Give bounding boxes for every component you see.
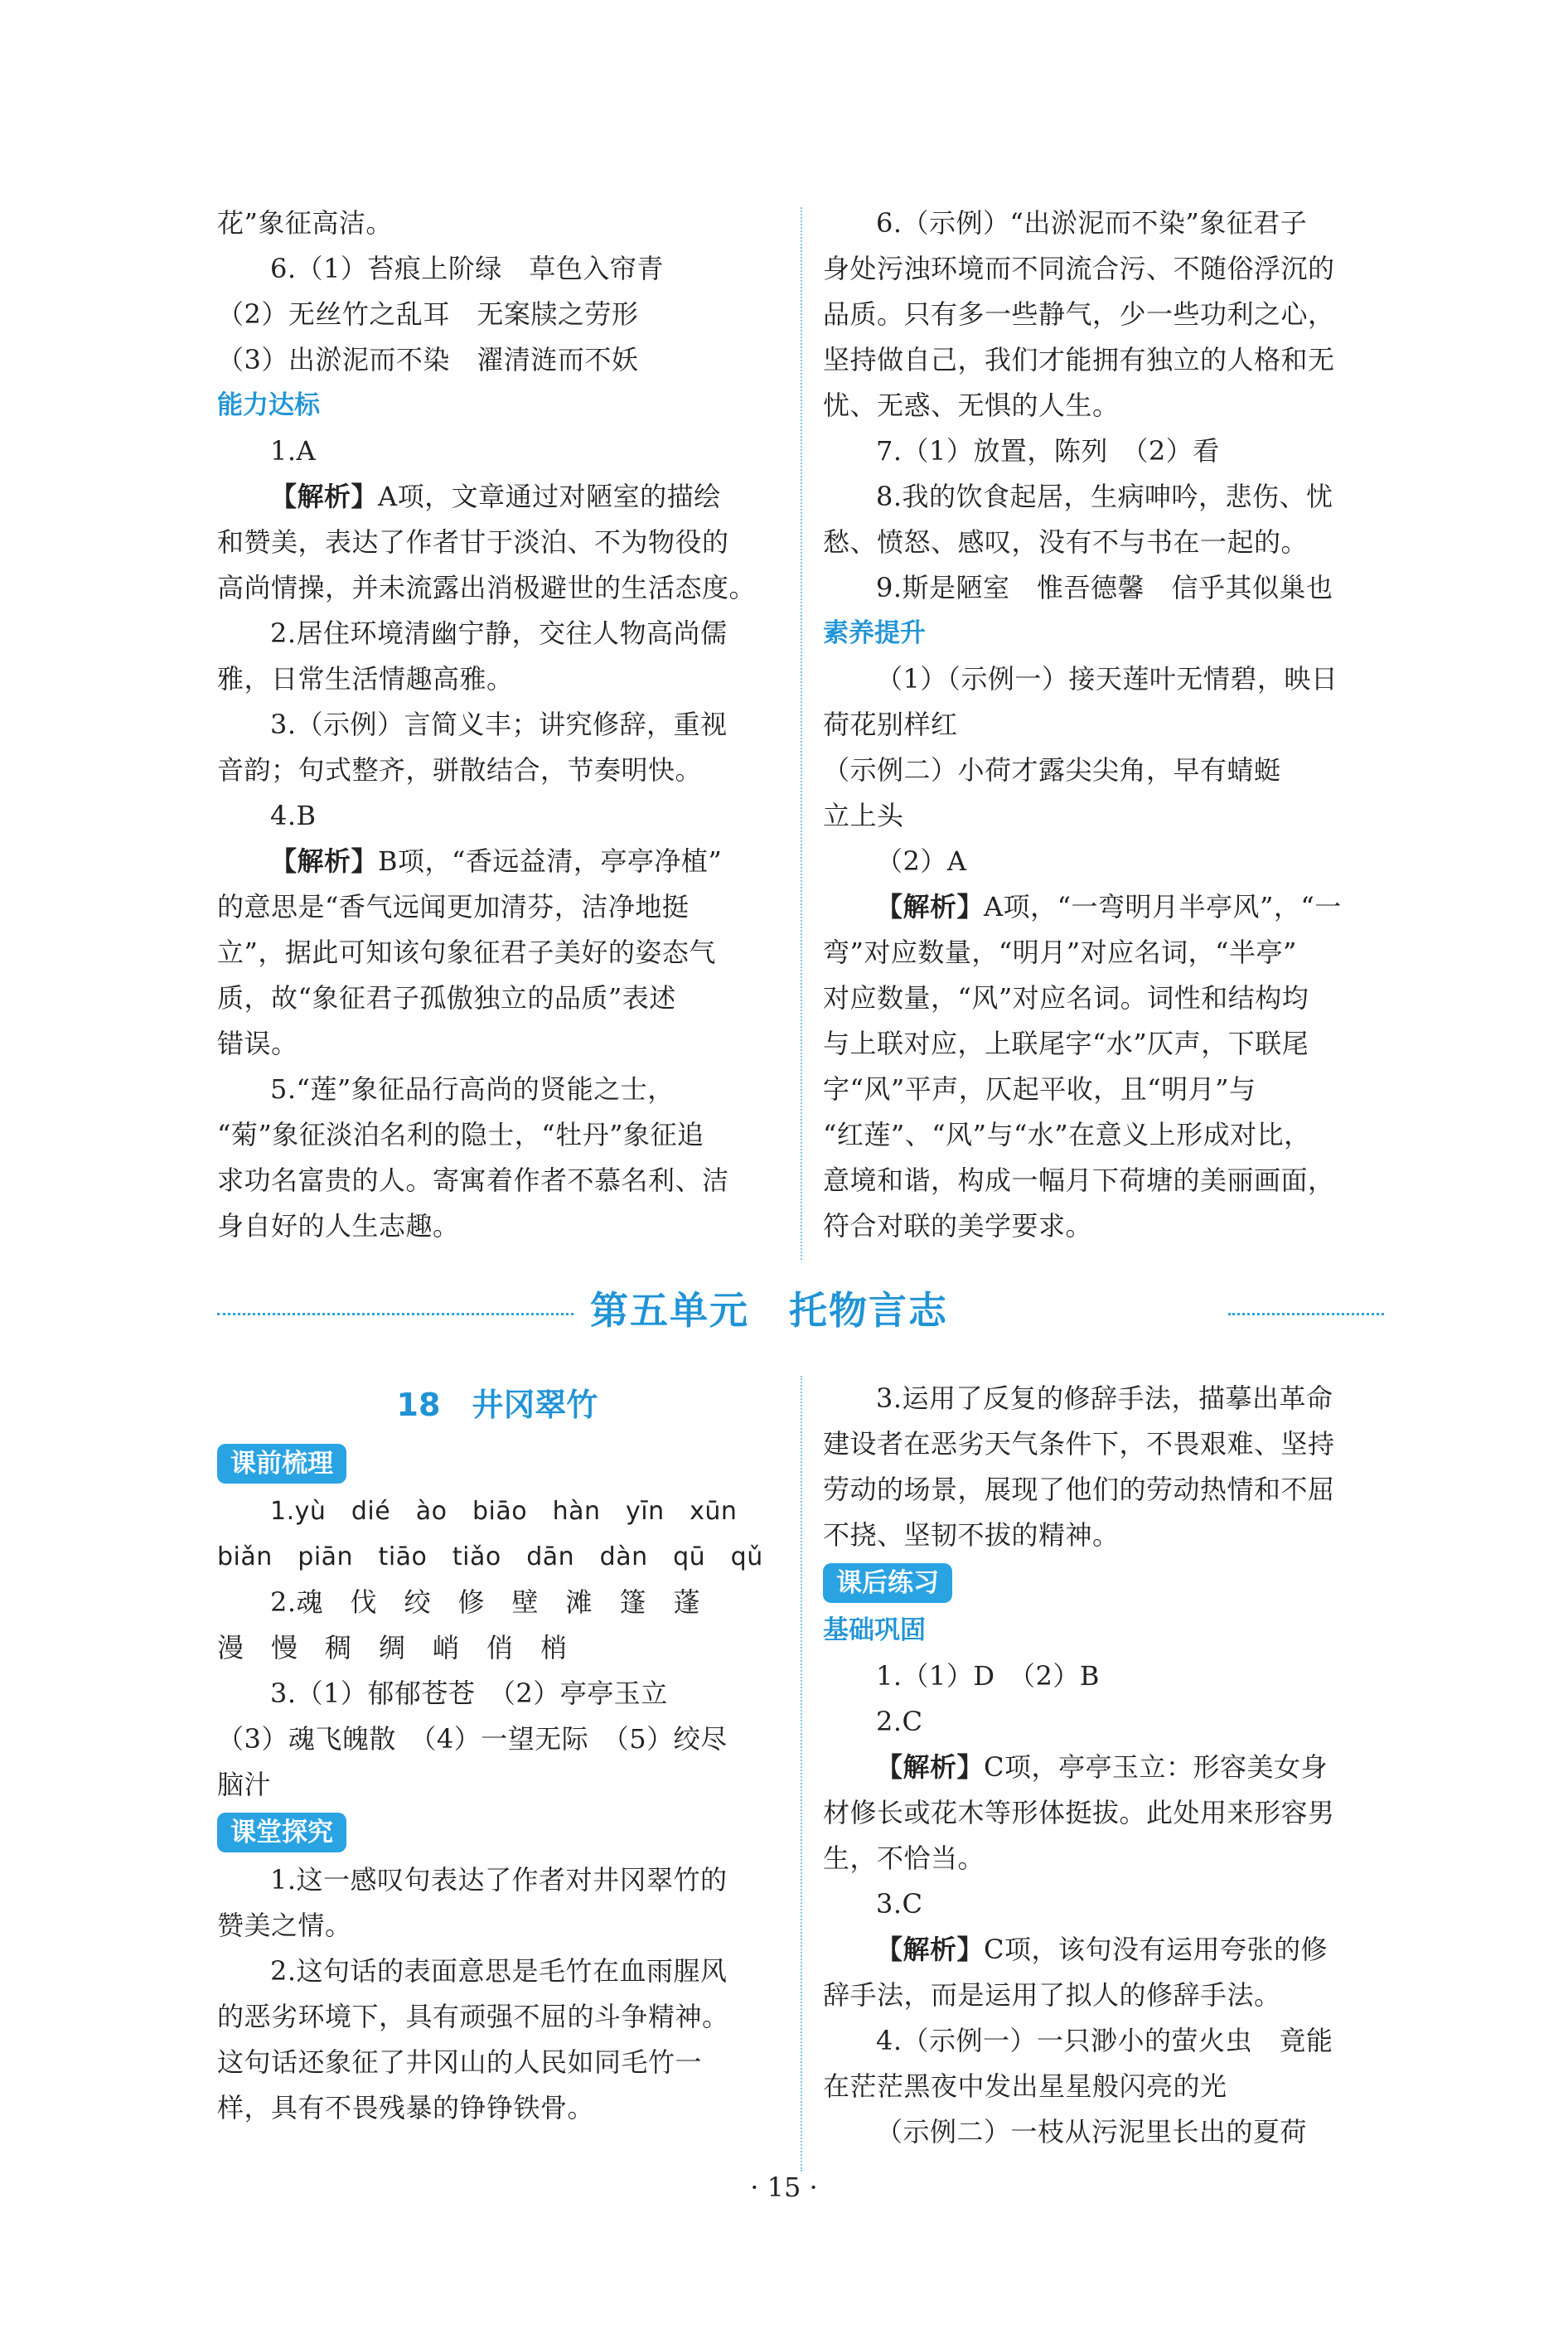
text-line bbox=[217, 474, 777, 520]
column-divider-top bbox=[801, 207, 802, 1260]
text-line: 建设者在恶劣天气条件下，不畏艰难、坚持 bbox=[823, 1428, 1335, 1460]
text-line: 1.yù dié ào biāo hàn yīn xūn bbox=[270, 1497, 738, 1526]
text-line bbox=[217, 839, 777, 884]
section-badge: 课前梳理 bbox=[217, 1444, 346, 1484]
text-line: 意境和谐，构成一幅月下荷塘的美丽画面， bbox=[823, 1164, 1335, 1196]
text-line: 5.“莲”象征品行高尚的贤能之士， bbox=[270, 1073, 675, 1105]
text-line: 劳动的场景，展现了他们的劳动热情和不屈 bbox=[823, 1474, 1335, 1505]
text-line: 字“风”平声，仄起平收，且“明月”与 bbox=[823, 1073, 1256, 1105]
top-left-column bbox=[217, 201, 777, 1249]
unit-heading bbox=[217, 1283, 1384, 1341]
section-wrapper bbox=[823, 1558, 1383, 1608]
section-wrapper bbox=[217, 1808, 777, 1857]
text-line: （示例二）一枝从污泥里长出的夏荷 bbox=[876, 2116, 1308, 2147]
text-line: 2.这句话的表面意思是毛竹在血雨腥风 bbox=[270, 1955, 728, 1987]
text-line: 赞美之情。 bbox=[217, 1910, 352, 1941]
text-line: 坚持做自己，我们才能拥有独立的人格和无 bbox=[823, 344, 1335, 375]
bottom-left-column bbox=[217, 1376, 777, 2131]
text-line: 材修长或花木等形体挺拔。此处用来形容男 bbox=[823, 1797, 1335, 1828]
text-line: （3）出淤泥而不染 濯清涟而不妖 bbox=[217, 344, 639, 375]
text-line: 2.C bbox=[876, 1706, 923, 1737]
text-line: 错误。 bbox=[217, 1028, 298, 1059]
text-line: 1.（1）D （2）B bbox=[876, 1660, 1100, 1692]
text-line: 3.（示例）言简义丰；讲究修辞，重视 bbox=[270, 709, 728, 740]
analysis-text: A项，文章通过对陋室的描绘 bbox=[378, 481, 721, 512]
analysis-text: B项，“香远益清，亭亭净植” bbox=[378, 845, 723, 877]
text-line bbox=[823, 884, 1383, 930]
text-line: 辞手法，而是运用了拟人的修辞手法。 bbox=[823, 1979, 1281, 2011]
text-line: 1.A bbox=[270, 435, 317, 467]
text-line: 脑汁 bbox=[217, 1769, 272, 1800]
analysis-text: C项，该句没有运用夸张的修 bbox=[984, 1934, 1328, 1965]
text-line: 在茫茫黑夜中发出星星般闪亮的光 bbox=[823, 2070, 1227, 2102]
text-line: 符合对联的美学要求。 bbox=[823, 1210, 1093, 1242]
text-line: 1.这一感叹句表达了作者对井冈翠竹的 bbox=[270, 1864, 728, 1896]
text-line: （2）无丝竹之乱耳 无案牍之劳形 bbox=[217, 298, 639, 330]
text-line: 3.C bbox=[876, 1888, 923, 1920]
text-line: 与上联对应，上联尾字“水”仄声，下联尾 bbox=[823, 1028, 1309, 1059]
analysis-label: 【解析】 bbox=[876, 891, 985, 922]
text-line: 忧、无惑、无惧的人生。 bbox=[823, 390, 1120, 421]
text-line: 6.（示例）“出淤泥而不染”象征君子 bbox=[876, 207, 1308, 239]
text-line: 4.B bbox=[270, 800, 317, 831]
unit-dots-right bbox=[1228, 1313, 1384, 1315]
text-line: 9.斯是陋室 惟吾德馨 信乎其似巢也 bbox=[876, 572, 1333, 603]
page-number: · 15 · bbox=[750, 2172, 818, 2203]
text-line: 不挠、坚韧不拔的精神。 bbox=[823, 1519, 1120, 1551]
text-line: 3.（1）郁郁苍苍 （2）亭亭玉立 bbox=[270, 1678, 668, 1709]
text-line: （示例二）小荷才露尖尖角，早有蜻蜓 bbox=[823, 754, 1281, 786]
text-line: 6.（1）苔痕上阶绿 草色入帘青 bbox=[270, 253, 664, 284]
unit-title: 第五单元 托物言志 bbox=[590, 1288, 948, 1333]
section-wrapper bbox=[217, 1439, 777, 1489]
text-line: 荷花别样红 bbox=[823, 709, 958, 740]
text-line: 雅，日常生活情趣高雅。 bbox=[217, 663, 514, 695]
text-line: 音韵；句式整齐，骈散结合，节奏明快。 bbox=[217, 754, 703, 786]
text-line: 对应数量，“风”对应名词。词性和结构均 bbox=[823, 982, 1309, 1014]
text-line: 质，故“象征君子孤傲独立的品质”表述 bbox=[217, 982, 676, 1014]
analysis-text: C项，亭亭玉立：形容美女身 bbox=[984, 1751, 1328, 1783]
unit-dots-left bbox=[217, 1313, 573, 1315]
text-line: 这句话还象征了井冈山的人民如同毛竹一 bbox=[217, 2046, 703, 2078]
text-line: 高尚情操，并未流露出消极避世的生活态度。 bbox=[217, 572, 757, 603]
text-line: “菊”象征淡泊名利的隐士，“牡丹”象征追 bbox=[217, 1119, 704, 1150]
text-line: 漫 慢 稠 绸 峭 俏 梢 bbox=[217, 1632, 568, 1663]
text-line: 的意思是“香气远闻更加清芬，洁净地挺 bbox=[217, 891, 690, 922]
text-line: 2.魂 伐 绞 修 壁 滩 篷 蓬 bbox=[270, 1586, 701, 1618]
text-line: 2.居住环境清幽宁静，交往人物高尚儒 bbox=[270, 617, 728, 649]
analysis-text: A项，“一弯明月半亭风”，“一 bbox=[984, 891, 1342, 922]
text-line: 样，具有不畏残暴的铮铮铁骨。 bbox=[217, 2092, 595, 2123]
text-line: 生，不恰当。 bbox=[823, 1842, 985, 1874]
text-line: 和赞美，表达了作者甘于淡泊、不为物役的 bbox=[217, 526, 729, 558]
analysis-label: 【解析】 bbox=[876, 1751, 985, 1783]
text-line: 愁、愤怒、感叹，没有不与书在一起的。 bbox=[823, 526, 1309, 558]
section-badge: 课后练习 bbox=[823, 1563, 952, 1603]
section-heading: 基础巩固 bbox=[823, 1615, 926, 1645]
section-heading: 能力达标 bbox=[217, 390, 320, 420]
column-divider-bottom bbox=[801, 1376, 802, 2172]
text-line: 3.运用了反复的修辞手法，描摹出革命 bbox=[876, 1382, 1333, 1414]
section-heading: 素养提升 bbox=[823, 618, 926, 648]
analysis-label: 【解析】 bbox=[270, 481, 379, 512]
text-line: 品质。只有多一些静气，少一些功利之心， bbox=[823, 298, 1335, 330]
section-badge: 课堂探究 bbox=[217, 1813, 346, 1852]
text-line: （3）魂飞魄散 （4）一望无际 （5）绞尽 bbox=[217, 1723, 728, 1755]
top-right-column bbox=[823, 201, 1383, 1249]
text-line: 立上头 bbox=[823, 800, 904, 831]
text-line bbox=[823, 1927, 1383, 1973]
analysis-label: 【解析】 bbox=[270, 845, 379, 877]
text-line: 求功名富贵的人。寄寓着作者不慕名利、洁 bbox=[217, 1164, 729, 1196]
text-line: “红莲”、“风”与“水”在意义上形成对比， bbox=[823, 1119, 1311, 1150]
text-line: 7.（1）放置，陈列 （2）看 bbox=[876, 435, 1220, 467]
analysis-label: 【解析】 bbox=[876, 1934, 985, 1965]
text-line: 身自好的人生志趣。 bbox=[217, 1210, 460, 1242]
text-line: （1）（示例一）接天莲叶无情碧，映日 bbox=[876, 663, 1338, 695]
text-line: （2）A bbox=[876, 845, 967, 877]
text-line: 花”象征高洁。 bbox=[217, 207, 393, 239]
text-line: 弯”对应数量，“明月”对应名词，“半亭” bbox=[823, 937, 1297, 968]
text-line: 身处污浊环境而不同流合污、不随俗浮沉的 bbox=[823, 253, 1335, 284]
text-line: biǎn piān tiāo tiǎo dān dàn qū qǔ bbox=[217, 1542, 763, 1571]
text-line: 4.（示例一）一只渺小的萤火虫 竟能 bbox=[876, 2025, 1333, 2056]
lesson-title: 18 井冈翠竹 bbox=[396, 1387, 598, 1423]
text-line: 8.我的饮食起居，生病呻吟，悲伤、忧 bbox=[876, 481, 1333, 512]
text-line bbox=[823, 1745, 1383, 1790]
text-line: 立”，据此可知该句象征君子美好的姿态气 bbox=[217, 937, 716, 968]
text-line: 的恶劣环境下，具有顽强不屈的斗争精神。 bbox=[217, 2001, 729, 2032]
bottom-right-column bbox=[823, 1376, 1383, 2155]
